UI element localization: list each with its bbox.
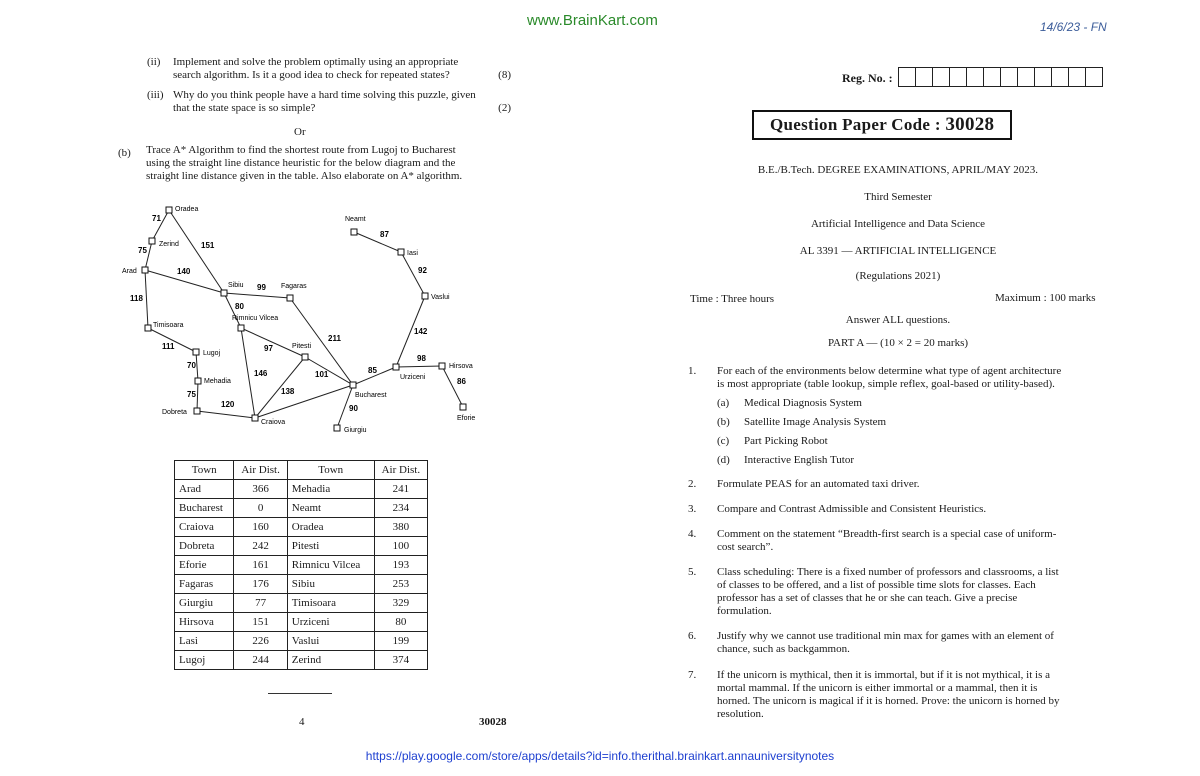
q3-number: 3. [688,503,697,515]
dist-sibiu-fagaras: 99 [257,283,266,292]
dist-zerind-arad: 75 [138,246,147,255]
footer-link[interactable]: https://play.google.com/store/apps/details?id=info.therithal.brainkart.annauniversitynotes [365,749,835,763]
city-node-timisoara [145,325,151,331]
air-dist-cell: 242 [234,537,287,556]
table-row [175,651,428,670]
town-cell: Sibiu [287,575,374,594]
handwritten-date: 14/6/23 - FN [1040,20,1107,34]
question-iii-number: (iii) [147,89,164,101]
table-row [175,613,428,632]
town-cell: Mehadia [287,480,374,499]
qp-code: 30028 [945,114,995,135]
air-dist-cell: 374 [374,651,427,670]
q5-line2: of classes to be offered, and a list of possible time slots for classes. Each [717,579,1036,591]
city-label-rimnicu-vilcea: Rimnicu Vilcea [232,315,279,322]
dist-mehadia-dobreta: 75 [187,390,196,399]
road-pitesti-craiova [255,357,305,418]
dist-dobreta-craiova: 120 [221,400,235,409]
reg-box [1052,68,1069,86]
question-b-text [146,144,511,183]
road-pitesti-bucharest [305,357,353,385]
page-footer-code: 30028 [479,716,507,728]
air-dist-cell: 241 [374,480,427,499]
city-label-bucharest: Bucharest [355,392,387,399]
air-dist-cell: 199 [374,632,427,651]
town-cell: Oradea [287,518,374,537]
dist-oradea-sibiu: 151 [201,241,215,250]
town-cell: Craiova [175,518,234,537]
question-ii-text [173,56,511,82]
town-cell: Pitesti [287,537,374,556]
reg-box [899,68,916,86]
q7-line1: If the unicorn is mythical, then it is immortal, but if it is not mythical, it is a [717,669,1051,681]
dist-lugoj-mehadia: 70 [187,361,196,370]
air-dist-cell: 160 [234,518,287,537]
dist-iasi-vaslui: 92 [418,266,427,275]
city-node-mehadia [195,378,201,384]
dist-sibiu-rimnicu: 80 [235,302,244,311]
dist-vaslui-urziceni: 142 [414,327,428,336]
q4-number: 4. [688,528,697,540]
part-a-heading: PART A — (10 × 2 = 20 marks) [827,337,969,349]
city-node-arad [142,267,148,273]
town-cell: Timisoara [287,594,374,613]
question-b-line3: straight line distance given in the table. Also elaborate on A* algorithm. [146,170,463,182]
reg-box [933,68,950,86]
city-label-iasi: Iasi [407,250,418,257]
town-cell: Neamt [287,499,374,518]
city-node-urziceni [393,364,399,370]
table-row [175,556,428,575]
q4-line2: cost search”. [717,541,774,553]
town-cell: Lasi [175,632,234,651]
end-rule [268,693,332,694]
question-ii-line1: Implement and solve the problem optimally using an appropriate [173,56,459,68]
table-row [175,499,428,518]
question-iii-text [173,89,511,115]
q5-text [717,566,1107,618]
city-label-neamt: Neamt [345,216,366,223]
air-dist-cell: 0 [234,499,287,518]
reg-no-label: Reg. No. : [842,71,893,85]
city-node-hirsova [439,363,445,369]
reg-box [1086,68,1102,86]
city-label-fagaras: Fagaras [281,283,307,290]
or-separator: Or [294,126,306,138]
reg-box [1069,68,1086,86]
city-label-sibiu: Sibiu [228,282,244,289]
question-paper-code-box [752,110,1012,140]
q4-line1: Comment on the statement “Breadth-first search is a special case of uniform- [717,528,1057,540]
town-cell: Giurgiu [175,594,234,613]
air-distance-table [174,460,428,670]
road-arad-timisoara [145,270,148,328]
road-hirsova-eforie [442,366,463,407]
instruction: Answer ALL questions. [845,314,951,326]
reg-box [916,68,933,86]
question-b-line2: using the straight line distance heuristic for the below diagram and the [146,157,456,169]
table-row [175,594,428,613]
road-oradea-sibiu [169,210,224,293]
air-dist-cell: 193 [374,556,427,575]
town-cell: Hirsova [175,613,234,632]
question-ii-marks: (8) [498,69,511,81]
city-node-sibiu [221,290,227,296]
town-cell: Lugoj [175,651,234,670]
road-mehadia-dobreta [197,381,198,411]
city-node-bucharest [350,382,356,388]
q5-line4: formulation. [717,605,772,617]
q1-line2: is most appropriate (table lookup, simple reflex, goal-based or utility-based). [717,378,1055,390]
question-iii-marks: (2) [498,102,511,114]
dist-oradea-zerind: 71 [152,214,161,223]
dist-hirsova-eforie: 86 [457,377,466,386]
question-b-line1: Trace A* Algorithm to find the shortest route from Lugoj to Bucharest [146,144,456,156]
q5-line1: Class scheduling: There is a fixed number of professors and classrooms, a list [717,566,1059,578]
reg-box [1035,68,1052,86]
q1-option-c-text: Part Picking Robot [744,435,828,447]
table-row [175,575,428,594]
q1-option-c [717,435,828,448]
city-node-pitesti [302,354,308,360]
city-label-eforie: Eforie [457,415,476,422]
question-b-number: (b) [118,147,131,159]
city-node-lugoj [193,349,199,355]
q1-option-b-key: (b) [717,416,730,428]
reg-box [967,68,984,86]
q7-line4: resolution. [717,708,764,720]
qp-label: Question Paper Code : [770,115,941,134]
dist-timisoara-lugoj: 111 [162,342,175,351]
reg-box [1001,68,1018,86]
q1-text [717,365,1107,391]
town-cell: Arad [175,480,234,499]
q5-number: 5. [688,566,697,578]
city-label-pitesti: Pitesti [292,343,312,350]
regulation: (Regulations 2021) [855,270,941,282]
table-row [175,632,428,651]
air-dist-cell: 100 [374,537,427,556]
q1-number: 1. [688,365,697,377]
q1-option-d-key: (d) [717,454,730,466]
city-node-vaslui [422,293,428,299]
town-cell: Vaslui [287,632,374,651]
question-ii-line2: search algorithm. Is it a good idea to check for repeated states? [173,69,450,81]
air-dist-cell: 380 [374,518,427,537]
q7-text [717,669,1107,721]
city-label-mehadia: Mehadia [204,378,231,385]
town-cell: Fagaras [175,575,234,594]
question-ii-number: (ii) [147,56,161,68]
q1-option-d [717,454,854,467]
header-town-1: Town [175,461,234,480]
q7-number: 7. [688,669,697,681]
q7-line3: horned. The unicorn is magical if it is horned. Prove: the unicorn is horned by [717,695,1060,707]
q1-option-b [717,416,886,429]
time-allowed: Time : Three hours [690,293,775,305]
city-node-rimnicu-vilcea [238,325,244,331]
dist-rimnicu-pitesti: 97 [264,344,273,353]
q1-option-b-text: Satellite Image Analysis System [744,416,887,428]
header-town-2: Town [287,461,374,480]
dist-arad-sibiu: 140 [177,267,191,276]
dist-urziceni-hirsova: 98 [417,354,426,363]
road-urziceni-hirsova [396,366,442,367]
table-row [175,537,428,556]
q6-number: 6. [688,630,697,642]
q6-text [717,630,1107,656]
town-cell: Zerind [287,651,374,670]
q1-option-c-key: (c) [717,435,730,447]
table-body [175,480,428,670]
q6-line1: Justify why we cannot use traditional min max for games with an element of [717,630,1054,642]
city-label-hirsova: Hirsova [449,363,473,370]
reg-box [950,68,967,86]
town-cell: Bucharest [175,499,234,518]
question-ii-line2-row [173,69,511,82]
air-dist-cell: 234 [374,499,427,518]
dist-bucharest-urziceni: 85 [368,366,377,375]
city-node-craiova [252,415,258,421]
city-node-neamt [351,229,357,235]
table-header-row [175,461,428,480]
city-label-giurgiu: Giurgiu [344,427,367,434]
q1-option-a-key: (a) [717,397,730,409]
air-dist-cell: 329 [374,594,427,613]
air-dist-cell: 366 [234,480,287,499]
q1-option-d-text: Interactive English Tutor [744,454,854,466]
city-label-vaslui: Vaslui [431,294,450,301]
air-dist-cell: 80 [374,613,427,632]
question-iii-line1: Why do you think people have a hard time solving this puzzle, given [173,89,476,101]
town-cell: Urziceni [287,613,374,632]
romania-map [115,200,495,440]
q1-line1: For each of the environments below determine what type of agent architecture [717,365,1062,377]
question-iii-line2: that the state space is so simple? [173,102,316,114]
road-craiova-bucharest [255,385,353,418]
city-node-oradea [166,207,172,213]
air-dist-cell: 244 [234,651,287,670]
header-air-dist-1: Air Dist. [234,461,287,480]
city-label-dobreta: Dobreta [162,409,187,416]
max-marks: Maximum : 100 marks [995,292,1096,304]
q5-line3: professor has a set of classes that he or she can teach. Give a precise [717,592,1018,604]
q3-text: Compare and Contrast Admissible and Consistent Heuristics. [717,503,987,515]
city-node-giurgiu [334,425,340,431]
town-cell: Eforie [175,556,234,575]
dist-neamt-iasi: 87 [380,230,389,239]
site-link[interactable]: www.BrainKart.com [527,12,658,29]
q1-option-a [717,397,862,410]
dist-pitesti-craiova: 138 [281,387,295,396]
air-dist-cell: 226 [234,632,287,651]
reg-box [1018,68,1035,86]
reg-no-boxes [898,67,1103,87]
city-label-arad: Arad [122,268,137,275]
dist-fagaras-bucharest: 211 [328,334,341,343]
city-node-dobreta [194,408,200,414]
dist-arad-timisoara: 118 [130,294,143,303]
question-iii-line2-row [173,102,511,115]
town-cell: Dobreta [175,537,234,556]
q4-text [717,528,1107,554]
q6-line2: chance, such as backgammon. [717,643,850,655]
q2-text: Formulate PEAS for an automated taxi driver. [717,478,920,490]
road-iasi-neamt [354,232,401,252]
department: Artificial Intelligence and Data Science [810,218,986,230]
table-row [175,518,428,537]
air-dist-cell: 176 [234,575,287,594]
road-sibiu-fagaras [224,293,290,298]
air-dist-cell: 151 [234,613,287,632]
city-node-iasi [398,249,404,255]
map-distance-labels [130,214,466,413]
reg-box [984,68,1001,86]
city-label-zerind: Zerind [159,241,179,248]
road-dobreta-craiova [197,411,255,418]
road-rimnicu-craiova [241,328,255,418]
city-node-eforie [460,404,466,410]
air-dist-cell: 253 [374,575,427,594]
page-number: 4 [299,716,305,728]
air-dist-cell: 77 [234,594,287,613]
course-title: AL 3391 — ARTIFICIAL INTELLIGENCE [799,245,997,257]
exam-title: B.E./B.Tech. DEGREE EXAMINATIONS, APRIL/MAY 2023. [757,164,1039,176]
air-dist-cell: 161 [234,556,287,575]
city-label-timisoara: Timisoara [153,322,184,329]
semester: Third Semester [864,191,932,203]
q2-number: 2. [688,478,697,490]
city-node-fagaras [287,295,293,301]
dist-pitesti-bucharest: 101 [315,370,329,379]
table-row [175,480,428,499]
city-label-lugoj: Lugoj [203,350,221,357]
city-label-craiova: Craiova [261,419,286,426]
q1-option-a-text: Medical Diagnosis System [744,397,862,409]
dist-bucharest-giurgiu: 90 [349,404,358,413]
town-cell: Rimnicu Vilcea [287,556,374,575]
dist-rimnicu-craiova: 146 [254,369,268,378]
header-air-dist-2: Air Dist. [374,461,427,480]
city-label-oradea: Oradea [175,206,199,213]
city-label-urziceni: Urziceni [400,374,426,381]
road-lugoj-mehadia [196,352,198,381]
q7-line2: mortal mammal. If the unicorn is either immortal or a mammal, then it is [717,682,1038,694]
city-node-zerind [149,238,155,244]
map-city-labels [122,206,475,434]
